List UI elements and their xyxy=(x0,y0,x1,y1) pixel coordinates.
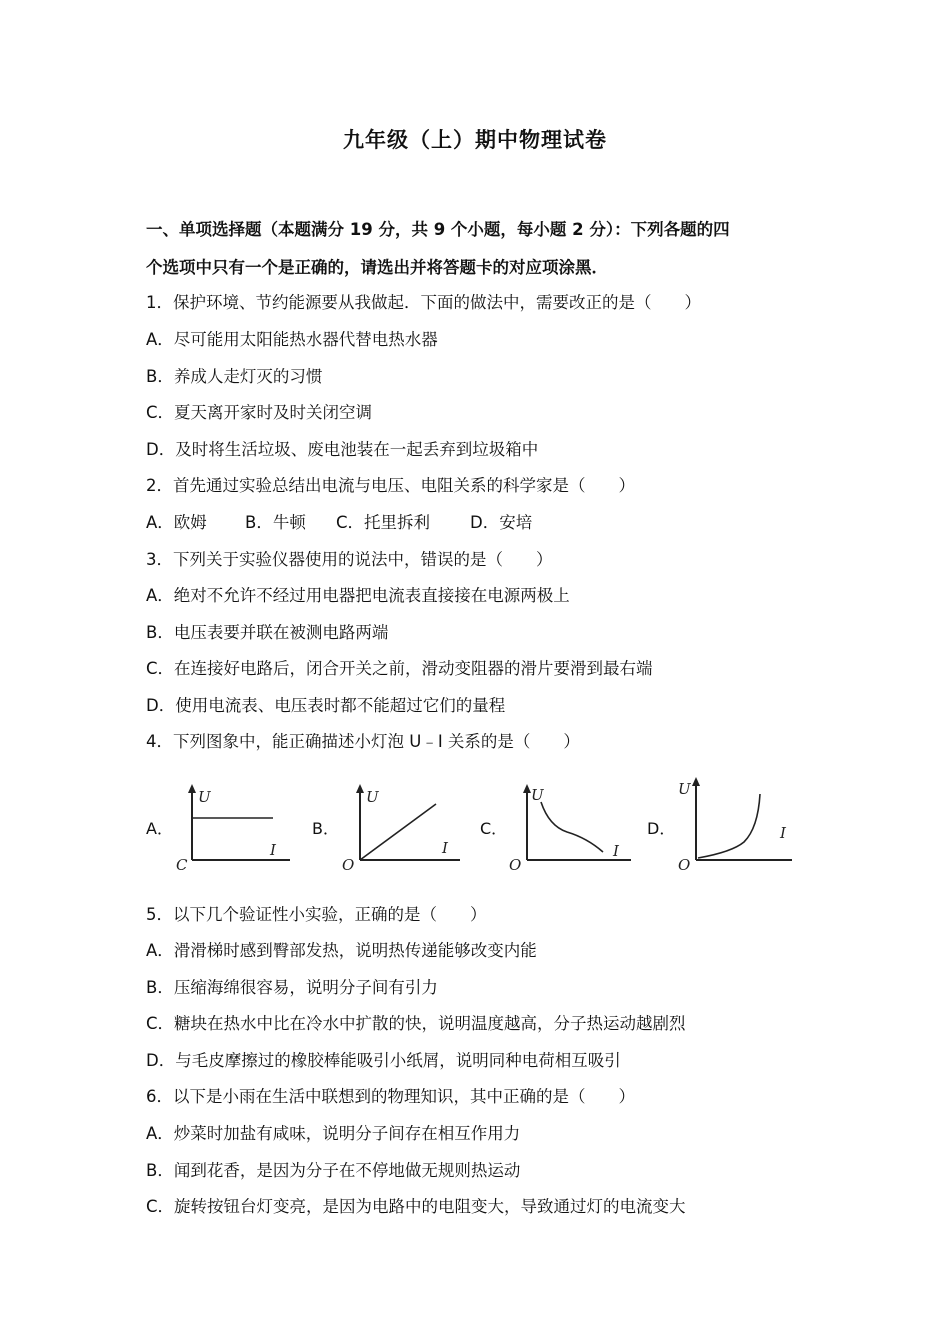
question-4-option-a-label: A． xyxy=(146,819,173,838)
graph-b-curve xyxy=(360,804,436,860)
graph-d-origin-label: O xyxy=(678,856,691,872)
graph-a-x-label: I xyxy=(270,841,276,859)
graph-b-y-arrow xyxy=(356,784,364,793)
graph-c-origin-label: O xyxy=(509,856,522,872)
question-1-option-c: C．夏天离开家时及时关闭空调 xyxy=(146,403,373,422)
question-4-option-d-label: D． xyxy=(647,819,676,838)
question-4-option-b-label: B． xyxy=(312,819,339,838)
graph-a-y-label: U xyxy=(198,788,211,806)
section-heading-line1: 一、单项选择题（本题满分 19 分，共 9 个小题，每小题 2 分）：下列各题的四 xyxy=(146,220,730,239)
graph-c xyxy=(505,780,635,872)
graph-b-x-label: I xyxy=(442,839,448,857)
question-6-option-c: C．旋转按钮台灯变亮，是因为电路中的电阻变大，导致通过灯的电流变大 xyxy=(146,1197,686,1216)
graph-a-origin-label: C xyxy=(176,856,188,872)
question-1-option-b: B．养成人走灯灭的习惯 xyxy=(146,367,323,386)
question-3-option-d: D．使用电流表、电压表时都不能超过它们的量程 xyxy=(146,696,506,715)
question-3-option-a: A．绝对不允许不经过用电器把电流表直接接在电源两极上 xyxy=(146,586,570,605)
question-2-option-d: D．安培 xyxy=(470,513,533,532)
graph-d xyxy=(672,772,802,872)
question-6-stem: 6．以下是小雨在生活中联想到的物理知识，其中正确的是（ ） xyxy=(146,1087,635,1106)
question-1-stem: 1．保护环境、节约能源要从我做起．下面的做法中，需要改正的是（ ） xyxy=(146,293,701,312)
graph-d-x-label: I xyxy=(780,824,786,842)
graph-b-origin-label: O xyxy=(342,856,355,872)
question-4-option-c-label: C． xyxy=(480,819,508,838)
question-2-options xyxy=(146,509,532,533)
graph-a xyxy=(170,780,300,872)
graph-c-x-label: I xyxy=(613,842,619,860)
question-2-option-b: B．牛顿 xyxy=(245,513,306,532)
question-1-option-d: D．及时将生活垃圾、废电池装在一起丢弃到垃圾箱中 xyxy=(146,440,539,459)
question-3-option-b: B．电压表要并联在被测电路两端 xyxy=(146,623,389,642)
graph-c-y-arrow xyxy=(523,784,531,793)
question-5-option-c: C．糖块在热水中比在冷水中扩散的快，说明温度越高，分子热运动越剧烈 xyxy=(146,1014,686,1033)
graph-c-curve xyxy=(541,802,603,852)
question-5-option-a: A．滑滑梯时感到臀部发热，说明热传递能够改变内能 xyxy=(146,941,537,960)
graph-b xyxy=(338,780,468,872)
graph-c-y-label: U xyxy=(531,786,544,804)
question-4-stem: 4．下列图象中，能正确描述小灯泡 U﹣I 关系的是（ ） xyxy=(146,732,580,751)
question-3-option-c: C．在连接好电路后，闭合开关之前，滑动变阻器的滑片要滑到最右端 xyxy=(146,659,653,678)
question-5-stem: 5．以下几个验证性小实验，正确的是（ ） xyxy=(146,905,487,924)
graph-d-y-label: U xyxy=(678,780,691,798)
section-heading-line2: 个选项中只有一个是正确的，请选出并将答题卡的对应项涂黑． xyxy=(146,258,608,277)
question-6-option-a: A．炒菜时加盐有咸味，说明分子间存在相互作用力 xyxy=(146,1124,521,1143)
graph-d-curve xyxy=(698,794,760,858)
graph-a-y-arrow xyxy=(188,784,196,793)
graph-d-y-arrow xyxy=(692,777,700,786)
page-title: 九年级（上）期中物理试卷 xyxy=(343,128,607,152)
question-1-option-a: A．尽可能用太阳能热水器代替电热水器 xyxy=(146,330,438,349)
question-2-option-a: A．欧姆 xyxy=(146,513,207,532)
graph-b-y-label: U xyxy=(366,788,379,806)
question-5-option-d: D．与毛皮摩擦过的橡胶棒能吸引小纸屑，说明同种电荷相互吸引 xyxy=(146,1051,621,1070)
question-5-option-b: B．压缩海绵很容易，说明分子间有引力 xyxy=(146,978,438,997)
question-3-stem: 3．下列关于实验仪器使用的说法中，错误的是（ ） xyxy=(146,550,553,569)
question-2-option-c: C．托里拆利 xyxy=(336,513,431,532)
question-6-option-b: B．闻到花香，是因为分子在不停地做无规则热运动 xyxy=(146,1161,521,1180)
question-2-stem: 2．首先通过实验总结出电流与电压、电阻关系的科学家是（ ） xyxy=(146,476,635,495)
